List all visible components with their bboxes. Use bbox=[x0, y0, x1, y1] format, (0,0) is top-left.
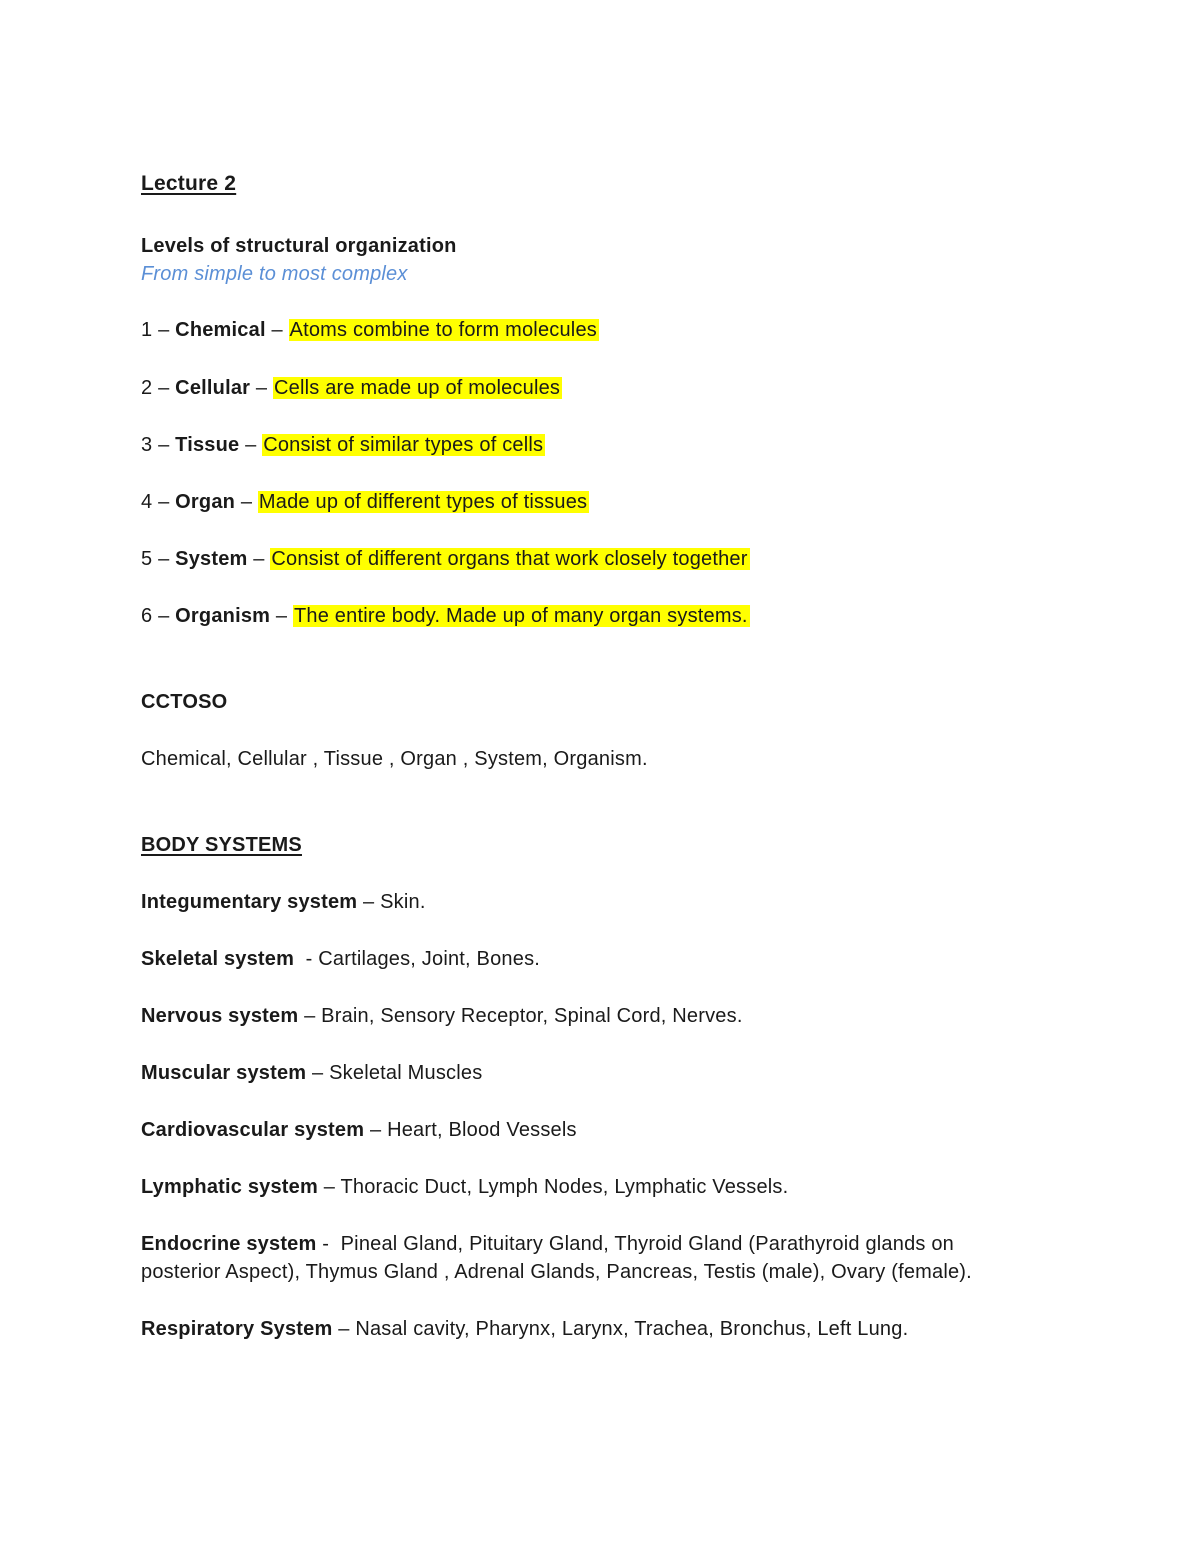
level-description: Made up of different types of tissues bbox=[258, 491, 588, 513]
level-item: 2 – Cellular – Cells are made up of molecules bbox=[141, 377, 561, 399]
level-description: Cells are made up of molecules bbox=[273, 377, 561, 399]
system-name: Nervous system bbox=[141, 1005, 299, 1027]
system-parts: Brain, Sensory Receptor, Spinal Cord, Nerves. bbox=[321, 1005, 743, 1027]
system-parts: Skeletal Muscles bbox=[329, 1062, 483, 1084]
system-parts: Nasal cavity, Pharynx, Larynx, Trachea, Bronchus, Left Lung. bbox=[355, 1318, 909, 1340]
level-number: 6 bbox=[141, 605, 153, 627]
system-separator: – bbox=[317, 1176, 341, 1198]
system-name: Skeletal system bbox=[141, 948, 295, 970]
level-name: Cellular bbox=[175, 377, 251, 399]
system-parts: Cartilages, Joint, Bones. bbox=[318, 948, 541, 970]
system-parts: Thoracic Duct, Lymph Nodes, Lymphatic Vessels. bbox=[340, 1176, 789, 1198]
level-name: Chemical bbox=[175, 319, 266, 341]
system-name: Endocrine system bbox=[141, 1233, 317, 1255]
level-item: 5 – System – Consist of different organs that work closely together bbox=[141, 548, 748, 570]
system-name: Muscular system bbox=[141, 1062, 307, 1084]
body-system-item bbox=[141, 1230, 1031, 1286]
system-separator: – bbox=[332, 1318, 356, 1340]
level-name: Tissue bbox=[175, 434, 240, 456]
mnemonic-heading: CCTOSO bbox=[141, 691, 228, 713]
level-number: 2 bbox=[141, 377, 153, 399]
system-separator: – bbox=[306, 1062, 330, 1084]
level-item: 3 – Tissue – Consist of similar types of cells bbox=[141, 434, 544, 456]
document-title: Lecture 2 bbox=[141, 172, 237, 195]
body-system-item bbox=[141, 888, 426, 916]
body-system-item bbox=[141, 1173, 788, 1201]
level-number: 3 bbox=[141, 434, 153, 456]
system-separator: – bbox=[298, 1005, 322, 1027]
system-name: Lymphatic system bbox=[141, 1176, 318, 1198]
system-parts: Heart, Blood Vessels bbox=[387, 1119, 577, 1141]
system-parts: Pineal Gland, Pituitary Gland, Thyroid Gland (Parathyroid glands on posterior Aspect), Thymus Gland , Adrenal Glands, Pancreas, Testis (male), Ovary (female). bbox=[141, 1233, 972, 1283]
section-heading-levels: Levels of structural organization bbox=[141, 235, 457, 257]
system-separator: – bbox=[364, 1119, 388, 1141]
level-description: Consist of similar types of cells bbox=[263, 434, 544, 456]
level-number: 4 bbox=[141, 491, 153, 513]
level-description: Consist of different organs that work closely together bbox=[271, 548, 748, 570]
section-subtitle: From simple to most complex bbox=[141, 263, 408, 285]
body-system-item bbox=[141, 1002, 743, 1030]
body-system-item bbox=[141, 1059, 482, 1087]
level-number: 5 bbox=[141, 548, 153, 570]
system-name: Cardiovascular system bbox=[141, 1119, 365, 1141]
system-name: Respiratory System bbox=[141, 1318, 333, 1340]
level-number: 1 bbox=[141, 319, 153, 341]
body-system-item bbox=[141, 1116, 577, 1144]
body-system-item bbox=[141, 1315, 908, 1343]
system-separator: - bbox=[316, 1233, 341, 1255]
mnemonic-text: Chemical, Cellular , Tissue , Organ , System, Organism. bbox=[141, 748, 648, 770]
system-separator: - bbox=[294, 948, 319, 970]
level-name: System bbox=[175, 548, 248, 570]
system-parts: Skin. bbox=[380, 891, 426, 913]
level-name: Organ bbox=[175, 491, 236, 513]
level-name: Organism bbox=[175, 605, 271, 627]
level-item: 1 – Chemical – Atoms combine to form molecules bbox=[141, 319, 597, 341]
level-description: Atoms combine to form molecules bbox=[289, 319, 597, 341]
level-description: The entire body. Made up of many organ systems. bbox=[293, 605, 748, 627]
body-system-item bbox=[141, 945, 540, 973]
body-systems-heading: BODY SYSTEMS bbox=[141, 834, 302, 856]
system-separator: – bbox=[357, 891, 381, 913]
level-item: 4 – Organ – Made up of different types of tissues bbox=[141, 491, 588, 513]
level-item: 6 – Organism – The entire body. Made up of many organ systems. bbox=[141, 605, 748, 627]
system-name: Integumentary system bbox=[141, 891, 358, 913]
